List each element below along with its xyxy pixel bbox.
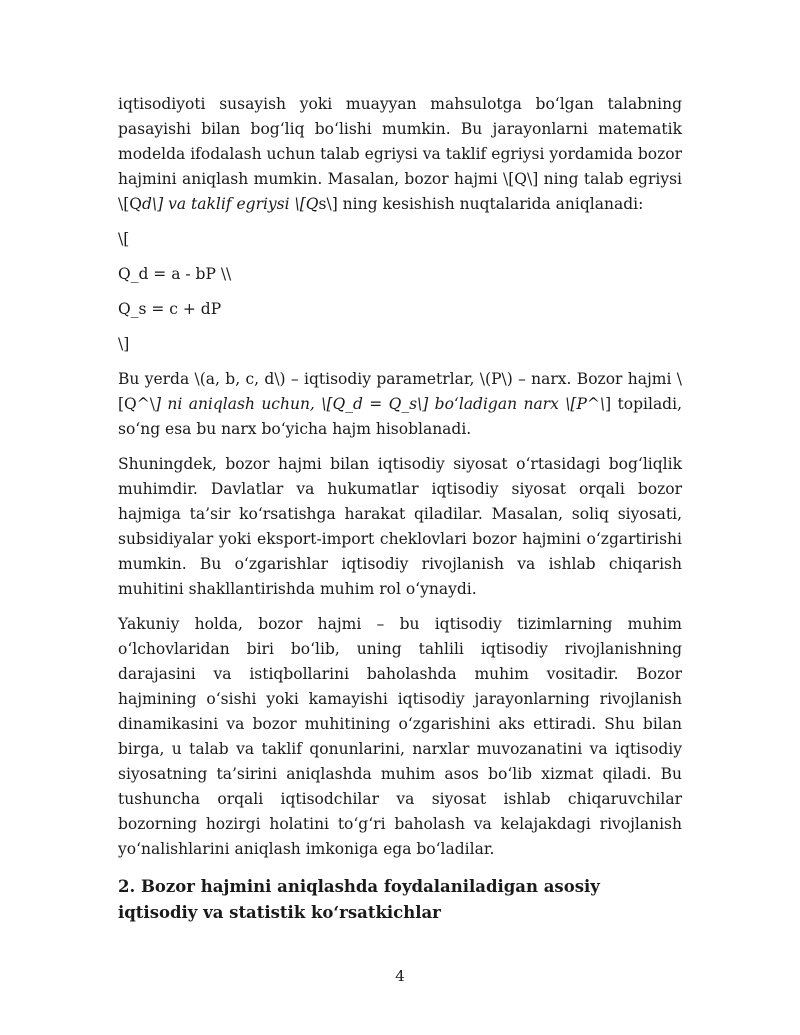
paragraph-intro-italic: d\] va taklif egriysi \[Q xyxy=(141,195,319,213)
paragraph-intro xyxy=(118,92,682,217)
paragraph-parameters xyxy=(118,367,682,442)
math-supply-equation: Q_s = c + dP xyxy=(118,300,222,318)
math-demand-equation: Q_d = a - bP \\ xyxy=(118,265,232,283)
section-heading: 2. Bozor hajmini aniqlashda foydalaniladigan asosiy iqtisodiy va statistik ko‘rsatkichlar xyxy=(118,877,600,922)
math-close: \] xyxy=(118,335,130,353)
math-open: \[ xyxy=(118,230,130,248)
paragraph-parameters-text: Bu yerda \(a, b, c, d\) – iqtisodiy parametrlar, \(P\) – narx. Bozor hajmi \[Q^\ xyxy=(118,370,682,413)
paragraph-conclusion: Yakuniy holda, bozor hajmi – bu iqtisodiy tizimlarning muhim o‘lchovlaridan biri bo‘lib, uning tahlili iqtisodiy rivojlanishning darajasini va istiqbollarini baholashda muhim vositadir. Bozor hajmining o‘sishi yoki kamayishi iqtisodiy jarayonlarning rivojlanish dinamikasini va bozor muhitining o‘zgarishini aks ettiradi. Shu bilan birga, u talab va taklif qonunlarini, narxlar muvozanatini va iqtisodiy siyosatning ta’sirini aniqlashda muhim asos bo‘lib xizmat qiladi. Bu tushuncha orqali iqtisodchilar va siyosat ishlab chiqaruvchilar bozorning hozirgi holatini to‘g‘ri baholash va kelajakdagi rivojlanish yo‘nalishlarini aniqlash imkoniga ega bo‘ladilar. xyxy=(118,615,682,858)
paragraph-parameters-italic: ] ni aniqlash uchun, \[Q_d = Q_s\] bo‘ladigan narx \[P^\ xyxy=(154,395,606,413)
paragraph-economic-policy: Shuningdek, bozor hajmi bilan iqtisodiy siyosat o‘rtasidagi bog‘liqlik muhimdir. Davlatlar va hukumatlar iqtisodiy siyosat orqali bozor hajmiga ta’sir ko‘rsatishga harakat qiladilar. Masalan, soliq siyosati, subsidiyalar yoki eksport-import cheklovlari bozor hajmini o‘zgartirishi mumkin. Bu o‘zgarishlar iqtisodiy rivojlanish va ishlab chiqarish muhitini shakllantirishda muhim rol o‘ynaydi. xyxy=(118,455,682,598)
page-number: 4 xyxy=(395,967,405,985)
paragraph-intro-text: iqtisodiyoti susayish yoki muayyan mahsulotga bo‘lgan talabning pasayishi bilan bog‘liq bo‘lishi mumkin. Bu jarayonlarni matematik modelda ifodalash uchun talab egriysi va taklif egriysi yordamida bozor hajmini aniqlash mumkin. Masalan, bozor hajmi \[Q\] ning talab egriysi \[Q xyxy=(118,95,682,213)
document-page xyxy=(118,92,682,926)
paragraph-parameters-end: ] topiladi, so‘ng esa bu narx bo‘yicha hajm hisoblanadi. xyxy=(118,395,682,438)
paragraph-intro-end: s\] ning kesishish nuqtalarida aniqlanadi: xyxy=(318,195,644,213)
